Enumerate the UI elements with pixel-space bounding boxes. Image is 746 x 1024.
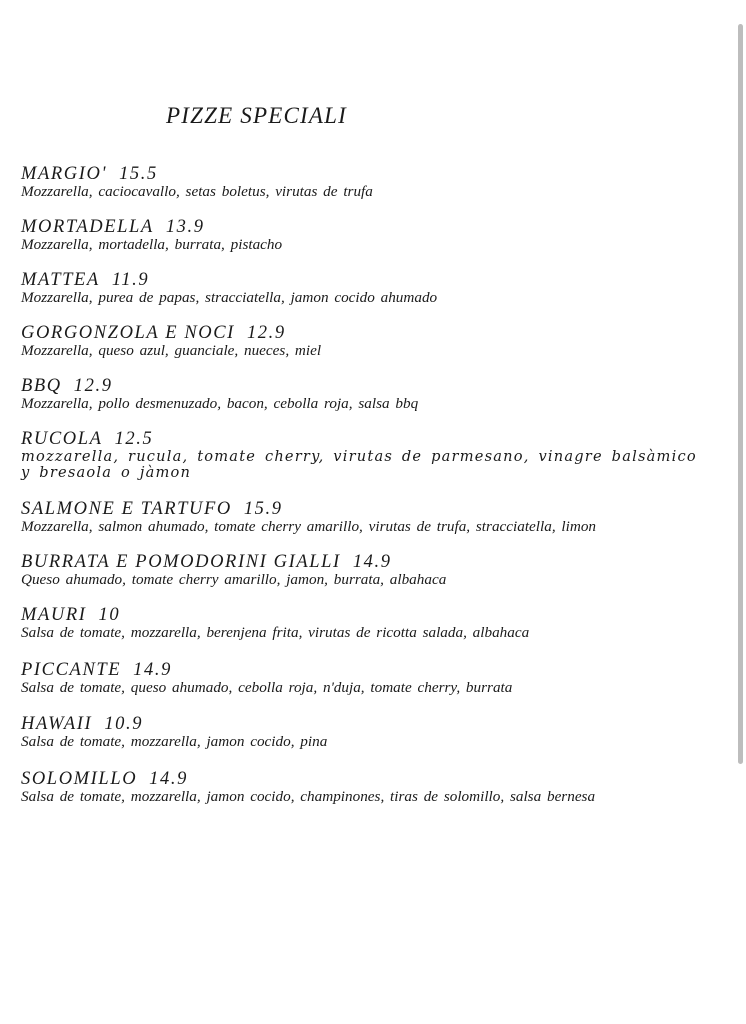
menu-item-heading <box>21 769 721 789</box>
page-title: PIZZE SPECIALI <box>166 103 347 128</box>
item-price: 12.9 <box>246 323 286 343</box>
menu-item-heading <box>21 270 721 290</box>
item-price: 10 <box>98 605 121 625</box>
item-name: MORTADELLA <box>21 217 154 237</box>
item-description: Mozzarella, caciocavallo, setas boletus, virutas de trufa <box>21 183 373 200</box>
menu-item-heading <box>21 714 721 734</box>
vertical-scrollbar[interactable] <box>738 24 743 764</box>
item-name: GORGONZOLA E NOCI <box>21 323 235 343</box>
menu-item <box>21 605 721 641</box>
menu-item-heading <box>21 552 721 572</box>
menu-item-heading <box>21 499 721 519</box>
menu-item <box>21 323 721 359</box>
item-description: Mozzarella, mortadella, burrata, pistacho <box>21 236 283 253</box>
item-description: Salsa de tomate, mozzarella, jamon cocido, pina <box>21 733 328 750</box>
item-name: HAWAII <box>21 714 93 734</box>
item-name: SALMONE E TARTUFO <box>21 499 232 519</box>
menu-item <box>21 769 721 805</box>
item-price: 12.9 <box>73 376 113 396</box>
item-name: BBQ <box>21 376 62 396</box>
item-description: Salsa de tomate, mozzarella, berenjena frita, virutas de ricotta salada, albahaca <box>21 624 530 641</box>
item-name: RUCOLA <box>21 429 103 449</box>
menu-item-heading <box>21 217 721 237</box>
item-price: 14.9 <box>149 769 188 789</box>
menu-item-heading <box>21 376 721 396</box>
menu-item <box>21 552 721 588</box>
menu-item-heading <box>21 164 721 184</box>
item-description: Mozzarella, salmon ahumado, tomate cherry amarillo, virutas de trufa, stracciatella, limon <box>21 518 597 535</box>
item-name: MAURI <box>21 605 87 625</box>
item-name: BURRATA E POMODORINI GIALLI <box>21 552 341 572</box>
item-price: 10.9 <box>104 714 144 734</box>
menu-item <box>21 376 721 412</box>
item-name: MATTEA <box>21 270 100 290</box>
menu-item <box>21 714 721 750</box>
item-price: 13.9 <box>165 217 205 237</box>
item-description: Salsa de tomate, queso ahumado, cebolla roja, n'duja, tomate cherry, burrata <box>21 679 513 696</box>
menu-item-heading <box>21 429 721 449</box>
menu-item <box>21 164 721 200</box>
item-name: MARGIO' <box>21 164 108 184</box>
item-name: SOLOMILLO <box>21 769 138 789</box>
item-price: 14.9 <box>352 552 392 572</box>
item-description: Mozzarella, queso azul, guanciale, nueces, miel <box>21 342 322 359</box>
item-description: mozzarella, rucula, tomate cherry, virutas de parmesano, vinagre balsàmico y bresaola o jàmon <box>21 448 697 481</box>
menu-item <box>21 429 721 481</box>
item-description: Mozzarella, purea de papas, stracciatella, jamon cocido ahumado <box>21 289 438 306</box>
item-name: PICCANTE <box>21 660 122 680</box>
menu-item-heading <box>21 605 721 625</box>
item-price: 11.9 <box>111 270 150 290</box>
item-description: Mozzarella, pollo desmenuzado, bacon, cebolla roja, salsa bbq <box>21 395 419 412</box>
item-price: 15.5 <box>119 164 158 184</box>
item-description: Salsa de tomate, mozzarella, jamon cocido, champinones, tiras de solomillo, salsa bernesa <box>21 788 596 805</box>
menu-item <box>21 499 721 535</box>
menu-item <box>21 217 721 253</box>
item-price: 15.9 <box>243 499 283 519</box>
menu-item <box>21 270 721 306</box>
item-description: Queso ahumado, tomate cherry amarillo, jamon, burrata, albahaca <box>21 571 447 588</box>
menu-item-heading <box>21 660 721 680</box>
menu-item <box>21 660 721 696</box>
item-price: 12.5 <box>114 429 154 449</box>
menu-item-heading <box>21 323 721 343</box>
item-price: 14.9 <box>133 660 172 680</box>
